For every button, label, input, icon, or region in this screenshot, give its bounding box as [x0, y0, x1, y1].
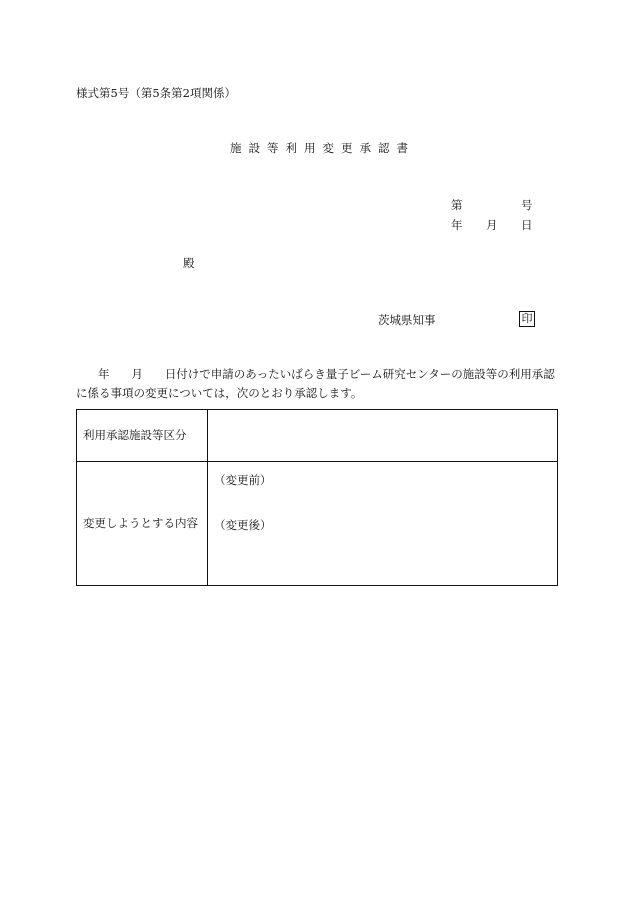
document-number-label: 第: [451, 198, 463, 212]
table-row: [77, 410, 558, 462]
addressee-honorific: 殿: [183, 256, 195, 270]
facility-category-value: [208, 410, 558, 462]
form-number: 様式第5号（第5条第2項関係）: [76, 86, 236, 100]
document-title: 施設等利用変更承認書: [230, 141, 415, 155]
date-year-label: 年: [451, 218, 463, 232]
body-year: 年: [97, 367, 110, 381]
date-day-label: 日: [521, 218, 533, 232]
body-paragraph: [76, 365, 558, 403]
document-number-suffix: 号: [521, 198, 533, 212]
before-change-label: （変更前）: [214, 473, 272, 487]
body-text: 日付けで申請のあったいばらき量子ビーム研究センターの施設等の利用承認に係る事項の変更については，次のとおり承認します。: [76, 367, 555, 400]
after-change-label: （変更後）: [214, 518, 272, 532]
seal-mark: 印: [519, 311, 535, 327]
change-content-cell: [208, 462, 558, 586]
table-row: [77, 462, 558, 586]
approval-table: [76, 409, 558, 586]
sender-name: 茨城県知事: [378, 313, 436, 327]
change-content-label: 変更しようとする内容: [77, 462, 208, 586]
facility-category-label: 利用承認施設等区分: [77, 410, 208, 462]
body-month: 月: [131, 367, 143, 381]
date-month-label: 月: [486, 218, 498, 232]
